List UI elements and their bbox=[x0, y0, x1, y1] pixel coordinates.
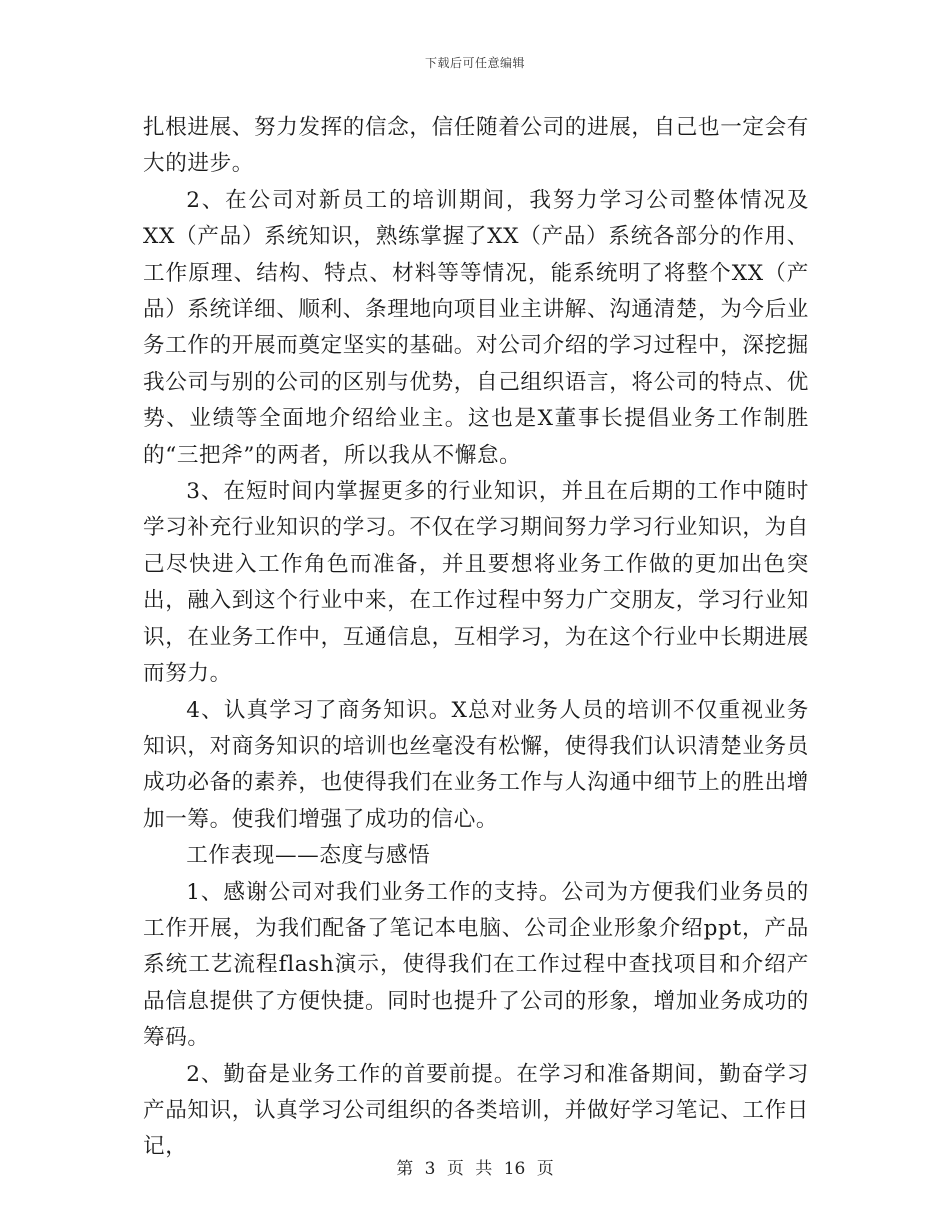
paragraph-continuation: 扎根进展、努力发挥的信念，信任随着公司的进展，自己也一定会有大的进步。 bbox=[143, 115, 809, 177]
document-body bbox=[143, 110, 809, 1166]
page-header: 下载后可任意编辑 bbox=[424, 56, 525, 70]
page-footer-number: 第 3 页 共 16 页 bbox=[396, 1159, 554, 1179]
section-heading-work-performance: 工作表现——态度与感悟 bbox=[186, 843, 431, 869]
paragraph-item-4-business-knowledge: 4、认真学习了商务知识。X总对业务人员的培训不仅重视业务知识，对商务知识的培训也丝毫没有松懈，使得我们认识清楚业务员成功必备的素养，也使得我们在业务工作与人沟通中细节上的胜出增加一筹。使我们增强了成功的信心。 bbox=[143, 697, 809, 832]
paragraph-item-2-training: 2、在公司对新员工的培训期间，我努力学习公司整体情况及XX（产品）系统知识，熟练掌握了XX（产品）系统各部分的作用、工作原理、结构、特点、材料等等情况，能系统明了将整个XX（产品）系统详细、顺利、条理地向项目业主讲解、沟通清楚，为今后业务工作的开展而奠定坚实的基础。对公司介绍的学习过程中，深挖掘我公司与别的公司的区别与优势，自己组织语言，将公司的特点、优势、业绩等全面地介绍给业主。这也是X董事长提倡业务工作制胜的“三把斧”的两者，所以我从不懈怠。 bbox=[143, 187, 809, 468]
paragraph-item-3-industry-knowledge: 3、在短时间内掌握更多的行业知识，并且在后期的工作中随时学习补充行业知识的学习。不仅在学习期间努力学习行业知识，为自己尽快进入工作角色而准备，并且要想将业务工作做的更加出色突出，融入到这个行业中来，在工作过程中努力广交朋友，学习行业知识，在业务工作中，互通信息，互相学习，为在这个行业中长期进展而努力。 bbox=[143, 479, 809, 687]
paragraph-item-1-company-support: 1、感谢公司对我们业务工作的支持。公司为方便我们业务员的工作开展，为我们配备了笔记本电脑、公司企业形象介绍ppt，产品系统工艺流程flash演示，使得我们在工作过程中查找项目和介绍产品信息提供了方便快捷。同时也提升了公司的形象，增加业务成功的筹码。 bbox=[143, 879, 809, 1051]
paragraph-item-2-diligence: 2、勤奋是业务工作的首要前提。在学习和准备期间，勤奋学习产品知识，认真学习公司组织的各类培训，并做好学习笔记、工作日记， bbox=[143, 1061, 809, 1160]
